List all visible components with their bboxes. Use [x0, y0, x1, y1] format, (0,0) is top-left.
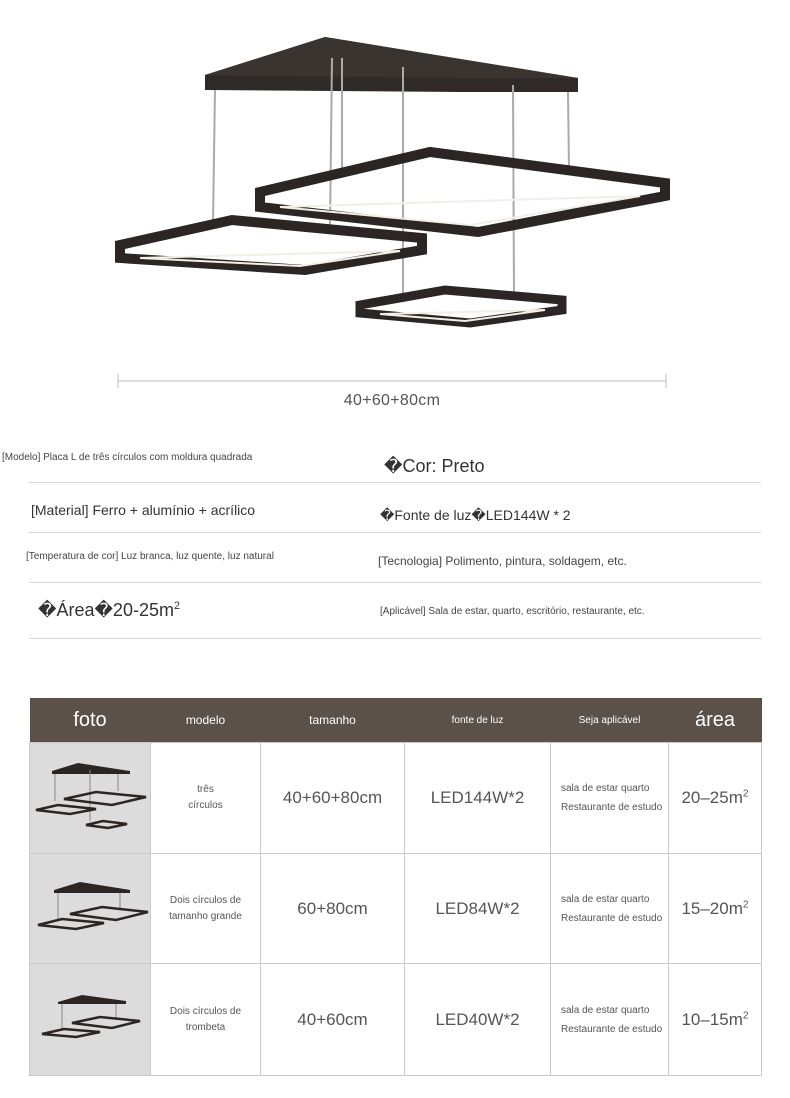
- two-circles-large-thumbnail: [30, 854, 151, 958]
- area-sup: 2: [742, 1009, 749, 1021]
- divider: [29, 582, 761, 583]
- table-row: [30, 743, 762, 854]
- header-aplicavel: Seja aplicável: [551, 698, 669, 743]
- model-line: trombeta: [185, 1021, 226, 1033]
- divider: [29, 638, 761, 639]
- product-comparison-table: [29, 698, 762, 1076]
- application-cell: [551, 964, 669, 1076]
- chandelier-illustration: [0, 0, 790, 420]
- application-line: sala de estar quarto: [561, 893, 650, 905]
- area-value: 10–15m: [681, 1009, 743, 1029]
- area-cell: [669, 743, 762, 854]
- model-line: Dois círculos de: [169, 894, 242, 906]
- header-foto: foto: [30, 698, 151, 743]
- dimension-label: 40+60+80cm: [343, 392, 441, 409]
- spec-area: [38, 600, 180, 621]
- application-cell: [551, 854, 669, 964]
- model-cell: [151, 854, 261, 964]
- light-cell: LED40W*2: [405, 964, 551, 1076]
- size-cell: 40+60cm: [261, 964, 405, 1076]
- header-fonte-de-luz: fonte de luz: [405, 698, 551, 743]
- application-line: Restaurante de estudo: [561, 802, 663, 813]
- spec-modelo: [Modelo] Placa L de três círculos com moldura quadrada: [2, 452, 253, 463]
- spec-aplicavel: [Aplicável] Sala de estar, quarto, escritório, restaurante, etc.: [380, 606, 645, 617]
- product-thumbnail: [30, 854, 151, 964]
- area-value: 15–20m: [681, 898, 743, 918]
- spec-temperatura: [Temperatura de cor] Luz branca, luz quente, luz natural: [26, 551, 274, 562]
- model-cell: [151, 743, 261, 854]
- area-sup: 2: [742, 788, 749, 800]
- spec-fonte-de-luz: �Fonte de luz�LED144W * 2: [380, 507, 571, 523]
- cable: [513, 85, 514, 295]
- header-tamanho: tamanho: [261, 698, 405, 743]
- frame-60cm: [120, 220, 422, 270]
- size-cell: 40+60+80cm: [261, 743, 405, 854]
- application-line: Restaurante de estudo: [561, 912, 663, 924]
- size-cell: 60+80cm: [261, 854, 405, 964]
- product-thumbnail: [30, 964, 151, 1076]
- spec-material: [Material] Ferro + alumínio + acrílico: [31, 502, 256, 518]
- frame-80cm: [260, 152, 665, 232]
- model-line: círculos: [188, 800, 223, 811]
- application-line: sala de estar quarto: [561, 1004, 650, 1016]
- two-circles-trumpet-thumbnail: [30, 964, 151, 1070]
- three-circles-thumbnail: [30, 743, 151, 848]
- product-thumbnail: [30, 743, 151, 854]
- application-line: Restaurante de estudo: [561, 1023, 663, 1035]
- model-cell: [151, 964, 261, 1076]
- model-line: três: [197, 784, 214, 795]
- header-modelo: modelo: [151, 698, 261, 743]
- area-value: 20–25m: [681, 788, 743, 807]
- cable: [568, 92, 569, 170]
- product-hero-image: [0, 0, 790, 420]
- divider: [29, 532, 761, 533]
- spec-area-value: �Área�20-25m: [38, 600, 174, 620]
- divider: [29, 482, 761, 483]
- model-line: tamanho grande: [169, 910, 242, 922]
- table-row: [30, 854, 762, 964]
- spec-area-sup: 2: [173, 600, 180, 612]
- spec-cor: �Cor: Preto: [384, 456, 485, 476]
- light-cell: LED84W*2: [405, 854, 551, 964]
- table-header-row: [30, 698, 762, 743]
- area-cell: [669, 854, 762, 964]
- application-line: sala de estar quarto: [561, 783, 650, 794]
- frame-40cm: [360, 290, 562, 323]
- cable: [213, 90, 215, 222]
- area-sup: 2: [742, 898, 749, 910]
- light-cell: LED144W*2: [405, 743, 551, 854]
- application-cell: [551, 743, 669, 854]
- area-cell: [669, 964, 762, 1076]
- model-line: Dois círculos de: [169, 1005, 242, 1017]
- header-area: área: [669, 698, 762, 743]
- spec-tecnologia: [Tecnologia] Polimento, pintura, soldagem, etc.: [378, 554, 627, 568]
- table-row: [30, 964, 762, 1076]
